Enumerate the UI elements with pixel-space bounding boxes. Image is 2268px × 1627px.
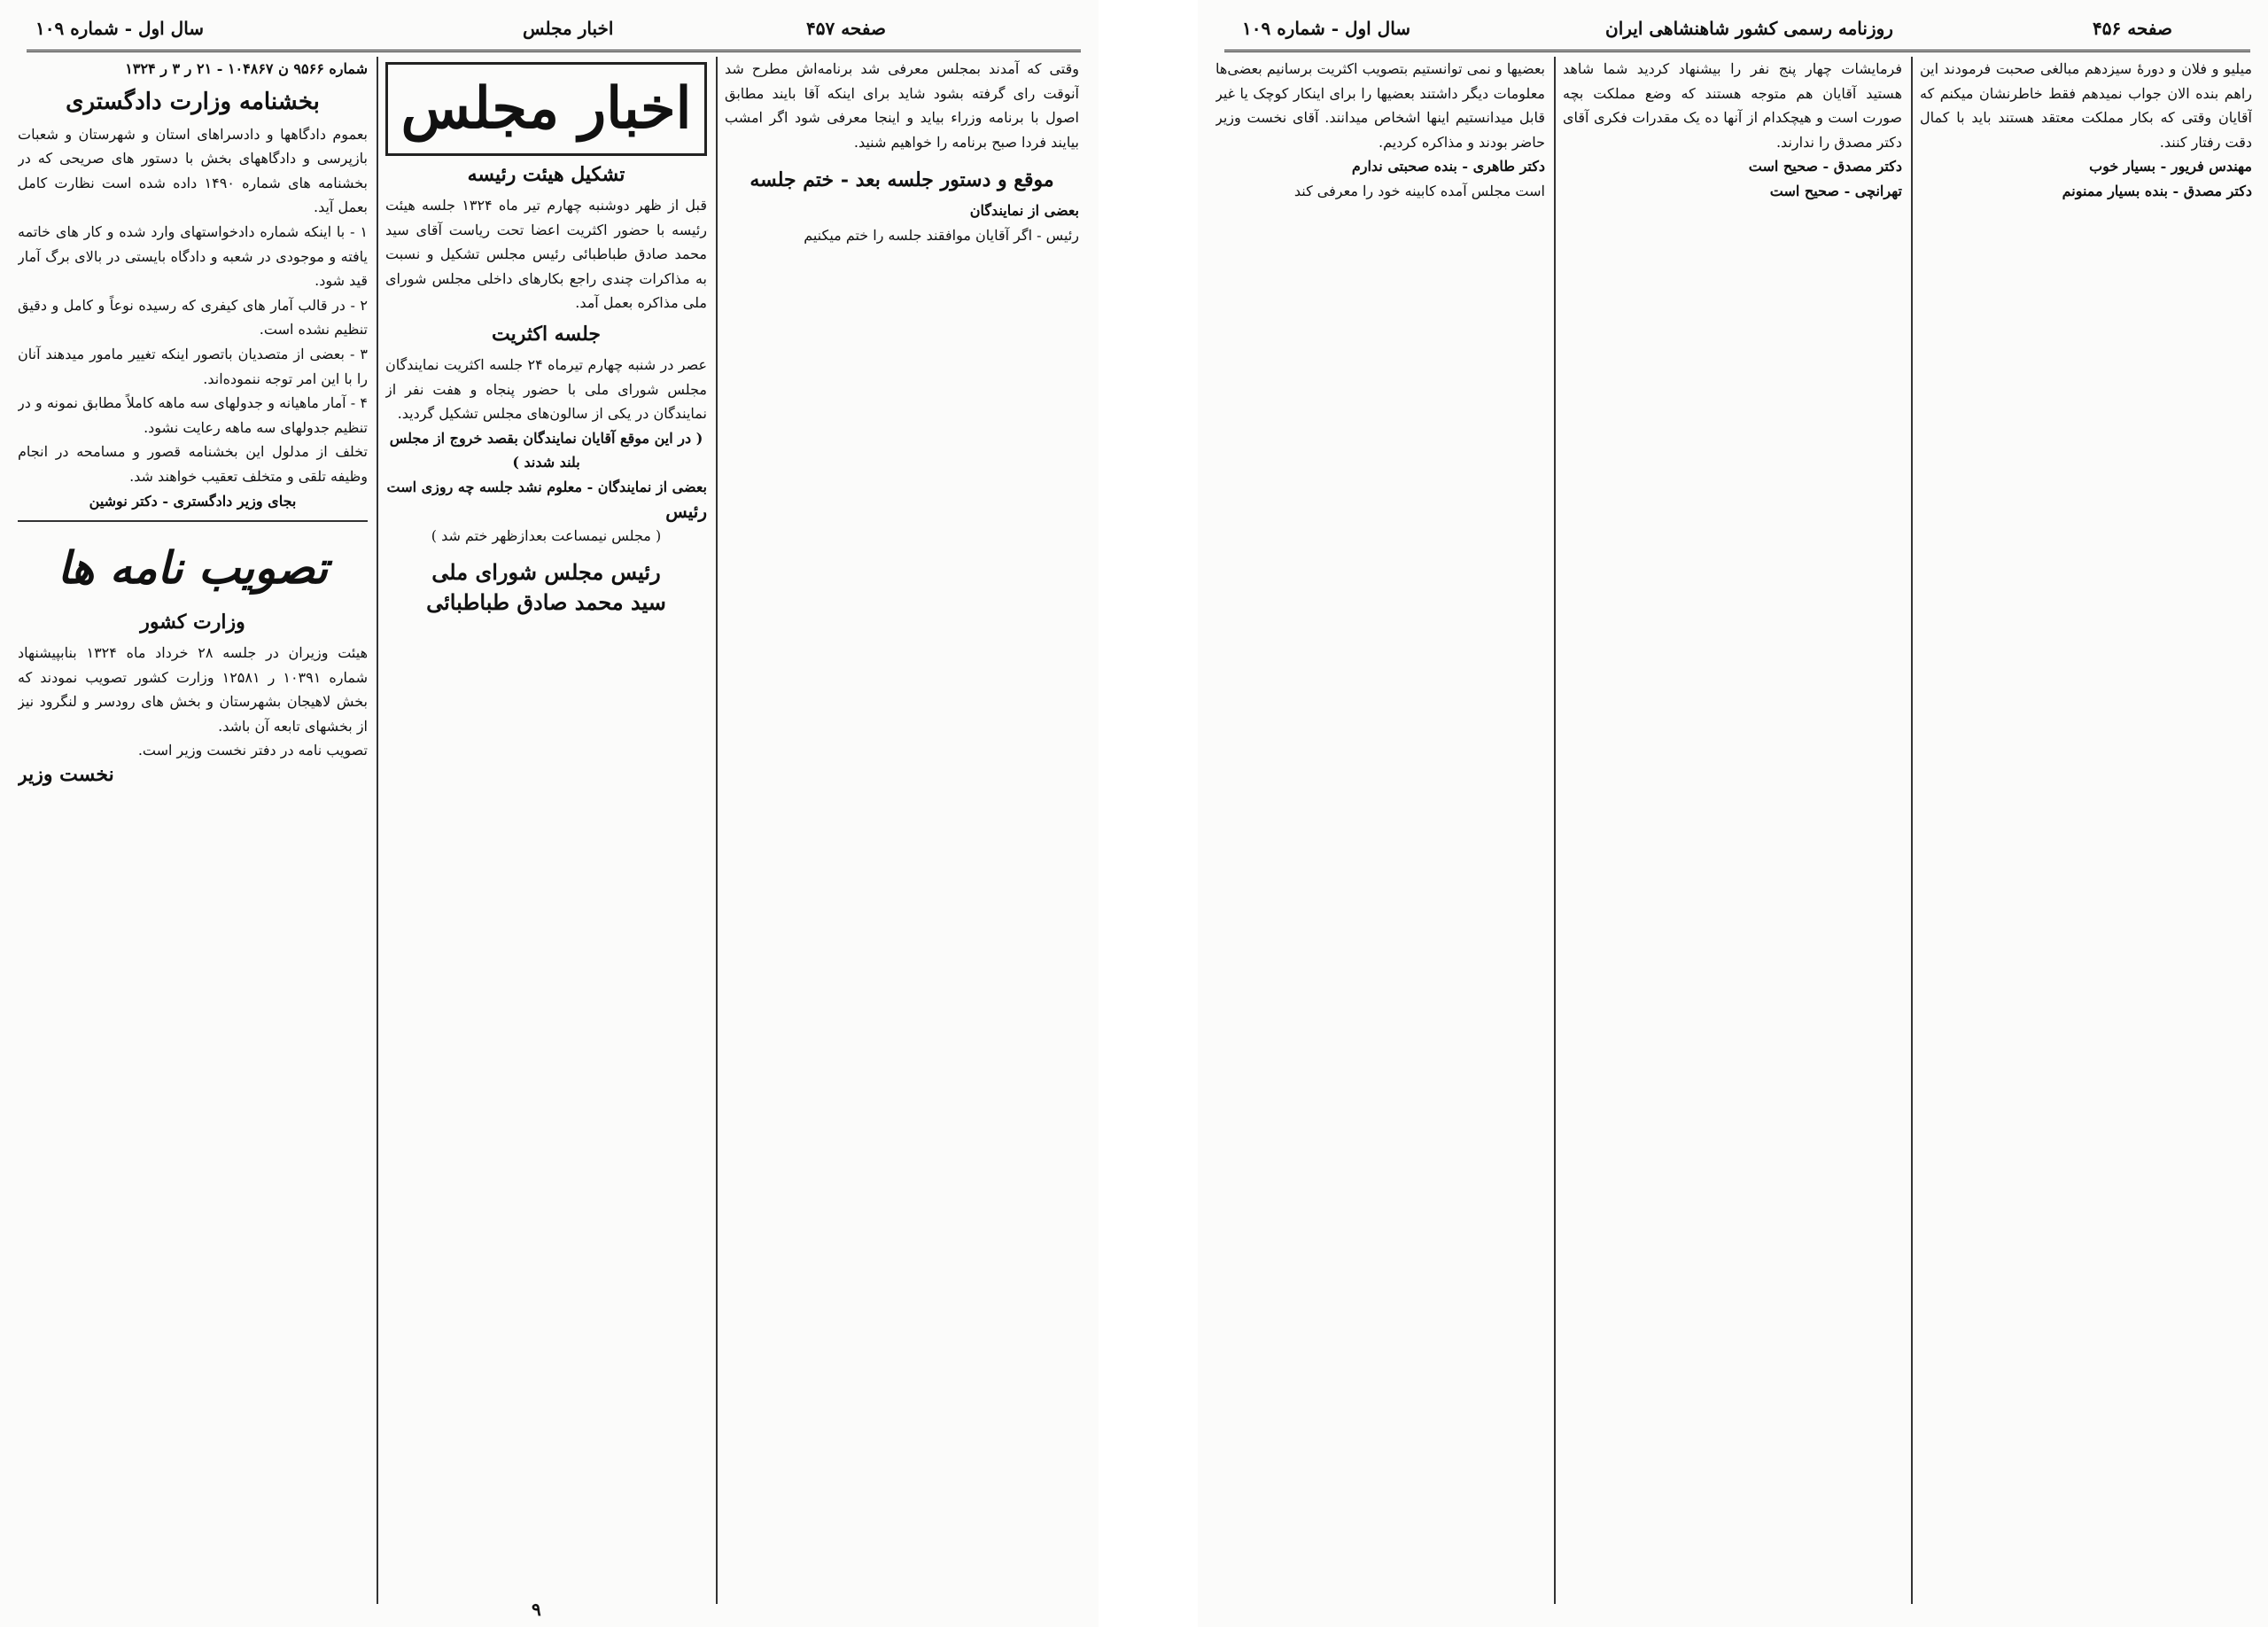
header-issue: سال اول - شماره ۱۰۹ bbox=[1242, 18, 1411, 39]
column-rule bbox=[1554, 57, 1556, 1604]
speaker-line: تهرانچی - صحیح است bbox=[1769, 182, 1902, 199]
header-page-label: صفحه ۴۵۶ bbox=[2093, 18, 2172, 39]
circular-heading: بخشنامه وزارت دادگستری bbox=[66, 88, 320, 115]
decree-body: هیئت وزیران در جلسه ۲۸ خرداد ماه ۱۳۲۴ بنابپیشنهاد شماره ۱۰۳۹۱ ر ۱۲۵۸۱ وزارت کشور تصویب نمودند که بخش لاهیجان بشهرستان و بخش های رودسر و لنگرود نیز از بخشهای تابعه آن باشد. bbox=[18, 644, 368, 735]
column-majlis-news bbox=[385, 57, 707, 1604]
speaker-line: دکتر مصدق - صحیح است bbox=[1748, 158, 1902, 175]
next-session-heading: موقع و دستور جلسه بعد - ختم جلسه bbox=[750, 168, 1054, 192]
deputies-heading: بعضی از نمایندگان bbox=[969, 202, 1079, 220]
circular-number-line: شماره ۹۵۶۶ ن ۱۰۴۸۶۷ - ۲۱ ر ۳ ر ۱۳۲۴ bbox=[125, 60, 368, 77]
newspaper-page-457 bbox=[0, 0, 1099, 1627]
majlis-masthead: اخبار مجلس bbox=[385, 62, 707, 156]
circular-item: ۴ - آمار ماهیانه و جدولهای سه ماهه کاملاً مطابق نمونه و در تنظیم جدولهای سه ماهه رعایت نشود. bbox=[18, 394, 368, 436]
speaker-line: دکتر طاهری - بنده صحبتی ندارم bbox=[1351, 158, 1545, 175]
column-paragraph: میلیو و فلان و دورهٔ سیزدهم مبالغی صحبت فرمودند این راهم بنده الان جواب نمیدهم فقط خاطرنشان میکنم که آقایان وقتی که بکار مملکت معتقد هستند باید با کمال دقت رفتار کنند. bbox=[1920, 60, 2252, 151]
page-number: ۹ bbox=[532, 1599, 541, 1620]
page-header bbox=[27, 9, 1081, 52]
column-justice-circular bbox=[18, 57, 368, 1604]
session-note: ( در این موقع آقایان نمایندگان بقصد خروج از مجلس بلند شدند ) bbox=[389, 429, 703, 471]
majority-body: عصر در شنبه چهارم تیرماه ۲۴ جلسه اکثریت نمایندگان مجلس شورای ملی با حضور پنجاه و هفت نفر از نمایندگان در یکی از سالون‌های مجلس تشکیل گردید. bbox=[385, 355, 707, 423]
column-paragraph: بعضیها و نمی توانستیم بتصویب اکثریت برسانیم بعضی‌ها معلومات دیگر داشتند بعضیها را برای اینکار کوچک یا غیر قابل میدانستیم اینها اشخاص میدانند. آقای نخست وزیر حاضر بودند و مذاکره کردیم. bbox=[1216, 60, 1545, 151]
circular-closing: تخلف از مدلول این بخشنامه قصور و مسامحه در انجام وظیفه تلقی و متخلف تعقیب خواهند شد. bbox=[18, 443, 368, 485]
header-page-label: صفحه ۴۵۷ bbox=[806, 18, 886, 39]
president-label: رئیس bbox=[665, 500, 707, 522]
council-heading: تشکیل هیئت رئیسه bbox=[467, 163, 625, 186]
speaker-line: مهندس فریور - بسیار خوب bbox=[2089, 158, 2252, 175]
column-text bbox=[1563, 57, 1902, 1604]
page-header bbox=[1224, 9, 2250, 52]
debate-text: وقتی که آمدند بمجلس معرفی شد برنامه‌اش مطرح شد آنوقت رای گرفته بشود شاید برای اینکه آقا بایند مطابق اصول با برنامه وزراء بیاید و اینجا معرفی شود اگر امشب بیایند فردا صبح برنامه را خواهیم شنید. bbox=[725, 60, 1079, 151]
column-text bbox=[1216, 57, 1545, 1604]
speaker-line: دکتر مصدق - بنده بسیار ممنونم bbox=[2062, 182, 2252, 199]
decrees-title: تصویب نامه ها bbox=[57, 541, 329, 595]
decree-closing: تصویب نامه در دفتر نخست وزیر است. bbox=[137, 742, 368, 759]
column-paragraph: فرمایشات چهار پنج نفر را بیشنهاد کردید شما شاهد هستید آقایان هم متوجه هستند که وضع مملکت بچه صورت است و هیچکدام از آنها ده یک مقدرات فکری آقای دکتر مصدق را ندارند. bbox=[1563, 60, 1902, 151]
column-rule bbox=[1911, 57, 1913, 1604]
header-issue: سال اول - شماره ۱۰۹ bbox=[35, 18, 205, 39]
column-text bbox=[1920, 57, 2252, 1604]
column-footer-line: است مجلس آمده کابینه خود را معرفی کند bbox=[1293, 182, 1545, 199]
column-rule bbox=[716, 57, 718, 1604]
circular-item: ۱ - با اینکه شماره دادخواستهای وارد شده و کار های خاتمه یافته و موجودی در شعبه و دادگاه بایستی در بالای برگ آمار قید شود. bbox=[18, 222, 368, 290]
column-debate bbox=[725, 57, 1079, 1604]
council-intro: قبل از ظهر دوشنبه چهارم تیر ماه ۱۳۲۴ جلسه هیئت رئیسه با حضور اکثریت اعضا تحت ریاست آقای سید محمد صادق طباطبائی رئیس مجلس تشکیل و نسبت به مذاکرات چندی راجع بکارهای داخلی مجلس شورای ملی مذاکره بعمل آمد. bbox=[385, 197, 707, 312]
circular-item: ۳ - بعضی از متصدیان باتصور اینکه تغییر مامور میدهند آنان را با این امر توجه ننموده‌اند. bbox=[18, 345, 368, 387]
newspaper-page-456 bbox=[1198, 0, 2268, 1627]
closing-note: ( مجلس نیمساعت بعدازظهر ختم شد ) bbox=[431, 527, 662, 545]
header-section-title: اخبار مجلس bbox=[523, 18, 614, 39]
circular-item: ۲ - در قالب آمار های کیفری که رسیده نوعاً و کامل و دقیق تنظیم نشده است. bbox=[18, 296, 368, 339]
ministry-heading: وزارت کشور bbox=[140, 611, 245, 634]
header-gazette-title: روزنامه رسمی کشور شاهنشاهی ایران bbox=[1605, 18, 1893, 39]
president-closing-line: رئیس - اگر آقایان موافقند جلسه را ختم میکنیم bbox=[804, 226, 1079, 244]
circular-signature: بجای وزیر دادگستری - دکتر نوشین bbox=[89, 492, 297, 510]
circular-body: بعموم دادگاهها و دادسراهای استان و شهرستان و شعبات بازپرسی و دادگاههای بخش با دستور های صریحی که در بخشنامه های شماره ۱۴۹۰ داده شده است نظارت کامل بعمل آید. bbox=[18, 125, 368, 216]
decree-signer: نخست وزیر bbox=[18, 763, 114, 787]
speaker-signature-name: سید محمد صادق طباطبائی bbox=[426, 588, 666, 615]
deputies-voices: بعضی از نمایندگان - معلوم نشد جلسه چه روزی است bbox=[386, 478, 707, 495]
majority-heading: جلسه اکثریت bbox=[491, 322, 602, 346]
column-rule bbox=[377, 57, 378, 1604]
divider bbox=[18, 520, 368, 522]
speaker-signature-title: رئیس مجلس شورای ملی bbox=[431, 558, 661, 585]
page-gutter bbox=[1099, 0, 1198, 1627]
